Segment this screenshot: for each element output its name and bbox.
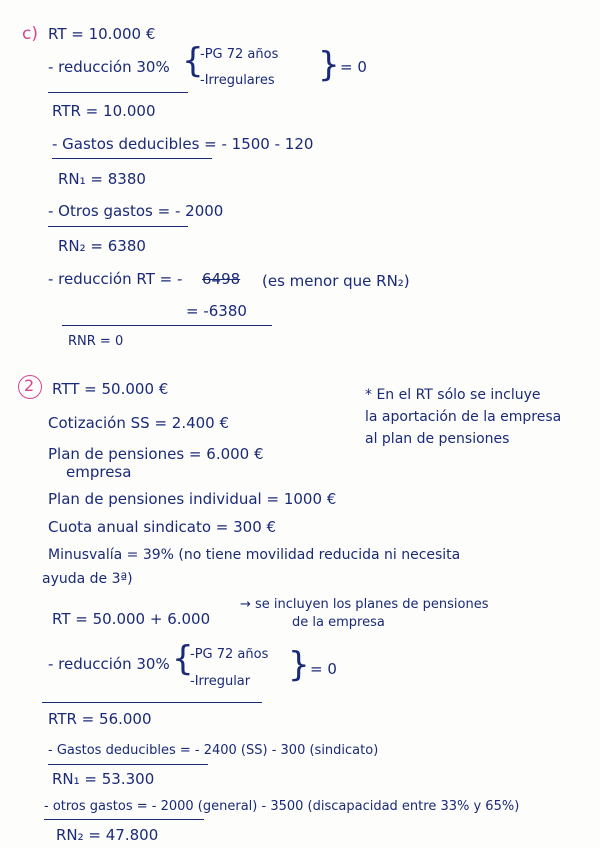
reduction-result: = 0 [340, 58, 367, 76]
rt-reduction-note: (es menor que RN₂) [262, 272, 410, 290]
rn2-value: RN₂ = 47.800 [56, 826, 159, 844]
reduction-result: = 0 [310, 660, 337, 678]
separator-line [62, 325, 272, 326]
rt-note-line-1: → se incluyen los planes de pensiones [240, 597, 489, 612]
rtr-value: RTR = 56.000 [48, 710, 152, 728]
section-2-marker: 2 [24, 376, 35, 395]
reduction-item-irregular: -Irregulares [200, 73, 275, 88]
section-1-marker: c) [22, 24, 38, 44]
right-brace: } [288, 645, 310, 685]
other-expenses: - Otros gastos = - 2000 [48, 202, 224, 220]
disability-continued: ayuda de 3ª) [42, 571, 133, 587]
company-pension-plan-word: empresa [66, 463, 132, 481]
reduction-label: - reducción 30% [48, 58, 170, 76]
rnr-value: RNR = 0 [68, 334, 124, 349]
rt-reduction-struck-value: 6498 [202, 270, 241, 288]
left-brace: { [182, 41, 204, 81]
rn1-value: RN₁ = 8380 [58, 170, 146, 188]
side-note-line-1: * En el RT sólo se incluye [365, 387, 541, 403]
separator-line [48, 764, 208, 765]
rn1-value: RN₁ = 53.300 [52, 770, 155, 788]
separator-line [42, 702, 262, 703]
reduction-item-pg72: -PG 72 años [190, 647, 269, 662]
side-note-line-3: al plan de pensiones [365, 431, 510, 447]
disability: Minusvalía = 39% (no tiene movilidad reducida ni necesita [48, 547, 461, 563]
reduction-item-irregular: -Irregular [190, 674, 251, 689]
left-brace: { [172, 639, 194, 679]
rt-note-line-2: de la empresa [292, 615, 385, 630]
rn2-value: RN₂ = 6380 [58, 237, 146, 255]
other-expenses: - otros gastos = - 2000 (general) - 3500 (discapacidad entre 33% y 65%) [44, 799, 520, 814]
side-note-line-2: la aportación de la empresa [365, 409, 562, 425]
rt-income: RT = 10.000 € [48, 25, 156, 43]
union-fee: Cuota anual sindicato = 300 € [48, 518, 277, 536]
separator-line [48, 226, 188, 227]
deductible-expenses: - Gastos deducibles = - 1500 - 120 [52, 135, 314, 153]
separator-line [52, 158, 212, 159]
reduction-label: - reducción 30% [48, 655, 170, 673]
reduction-item-pg72: -PG 72 años [200, 47, 279, 62]
rt-reduction-prefix: - reducción RT = - [48, 270, 183, 288]
rtt-income: RTT = 50.000 € [52, 380, 169, 398]
right-brace: } [318, 45, 340, 85]
individual-pension-plan: Plan de pensiones individual = 1000 € [48, 490, 337, 508]
separator-line [44, 819, 204, 820]
rtr-value: RTR = 10.000 [52, 102, 156, 120]
company-pension-plan: Plan de pensiones = 6.000 € [48, 445, 264, 463]
separator-line [48, 92, 188, 93]
ss-contribution: Cotización SS = 2.400 € [48, 414, 230, 432]
deductible-expenses: - Gastos deducibles = - 2400 (SS) - 300 (sindicato) [48, 743, 379, 758]
rt-formula: RT = 50.000 + 6.000 [52, 610, 211, 628]
rt-reduction-value: = -6380 [186, 302, 247, 320]
